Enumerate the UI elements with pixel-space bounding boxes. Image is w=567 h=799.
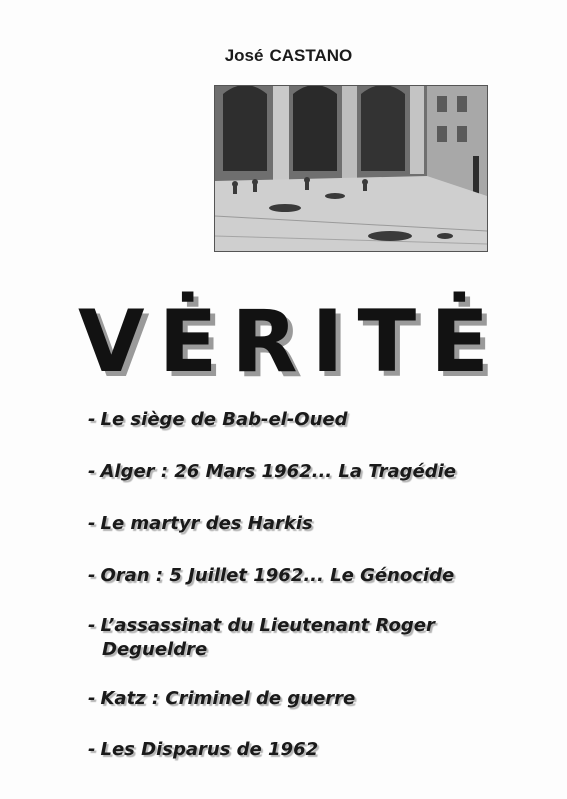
author-name (0, 46, 567, 66)
topic-item (88, 564, 558, 588)
topic-text: Le martyr des Harkis (100, 513, 313, 534)
topic-text-continuation: Degueldre (102, 639, 208, 660)
topic-dash: - (88, 739, 96, 760)
topic-dash: - (88, 565, 96, 586)
topic-text: Alger : 26 Mars 1962... La Tragédie (100, 461, 456, 482)
author-first-name: José (224, 46, 264, 65)
topic-dash: - (88, 513, 96, 534)
topic-item (88, 738, 558, 762)
topic-text: Les Disparus de 1962 (100, 739, 319, 760)
topic-item (88, 614, 558, 662)
topic-text: Katz : Criminel de guerre (100, 688, 356, 709)
topic-item (88, 687, 558, 711)
topic-text: L’assassinat du Lieutenant Roger (100, 615, 435, 636)
street-scene-photo-icon (215, 86, 487, 251)
topic-dash: - (88, 688, 96, 709)
book-title: VĖRITĖ (78, 292, 503, 392)
topic-text: Le siège de Bab-el-Oued (100, 409, 348, 430)
topic-dash: - (88, 409, 96, 430)
topic-item (88, 512, 558, 536)
author-last-name: CASTANO (269, 46, 353, 65)
topic-item (88, 408, 558, 432)
topic-dash: - (88, 461, 96, 482)
cover-photo (214, 85, 488, 252)
topic-text: Oran : 5 Juillet 1962... Le Génocide (100, 565, 455, 586)
topic-dash: - (88, 615, 96, 636)
topic-item (88, 460, 558, 484)
